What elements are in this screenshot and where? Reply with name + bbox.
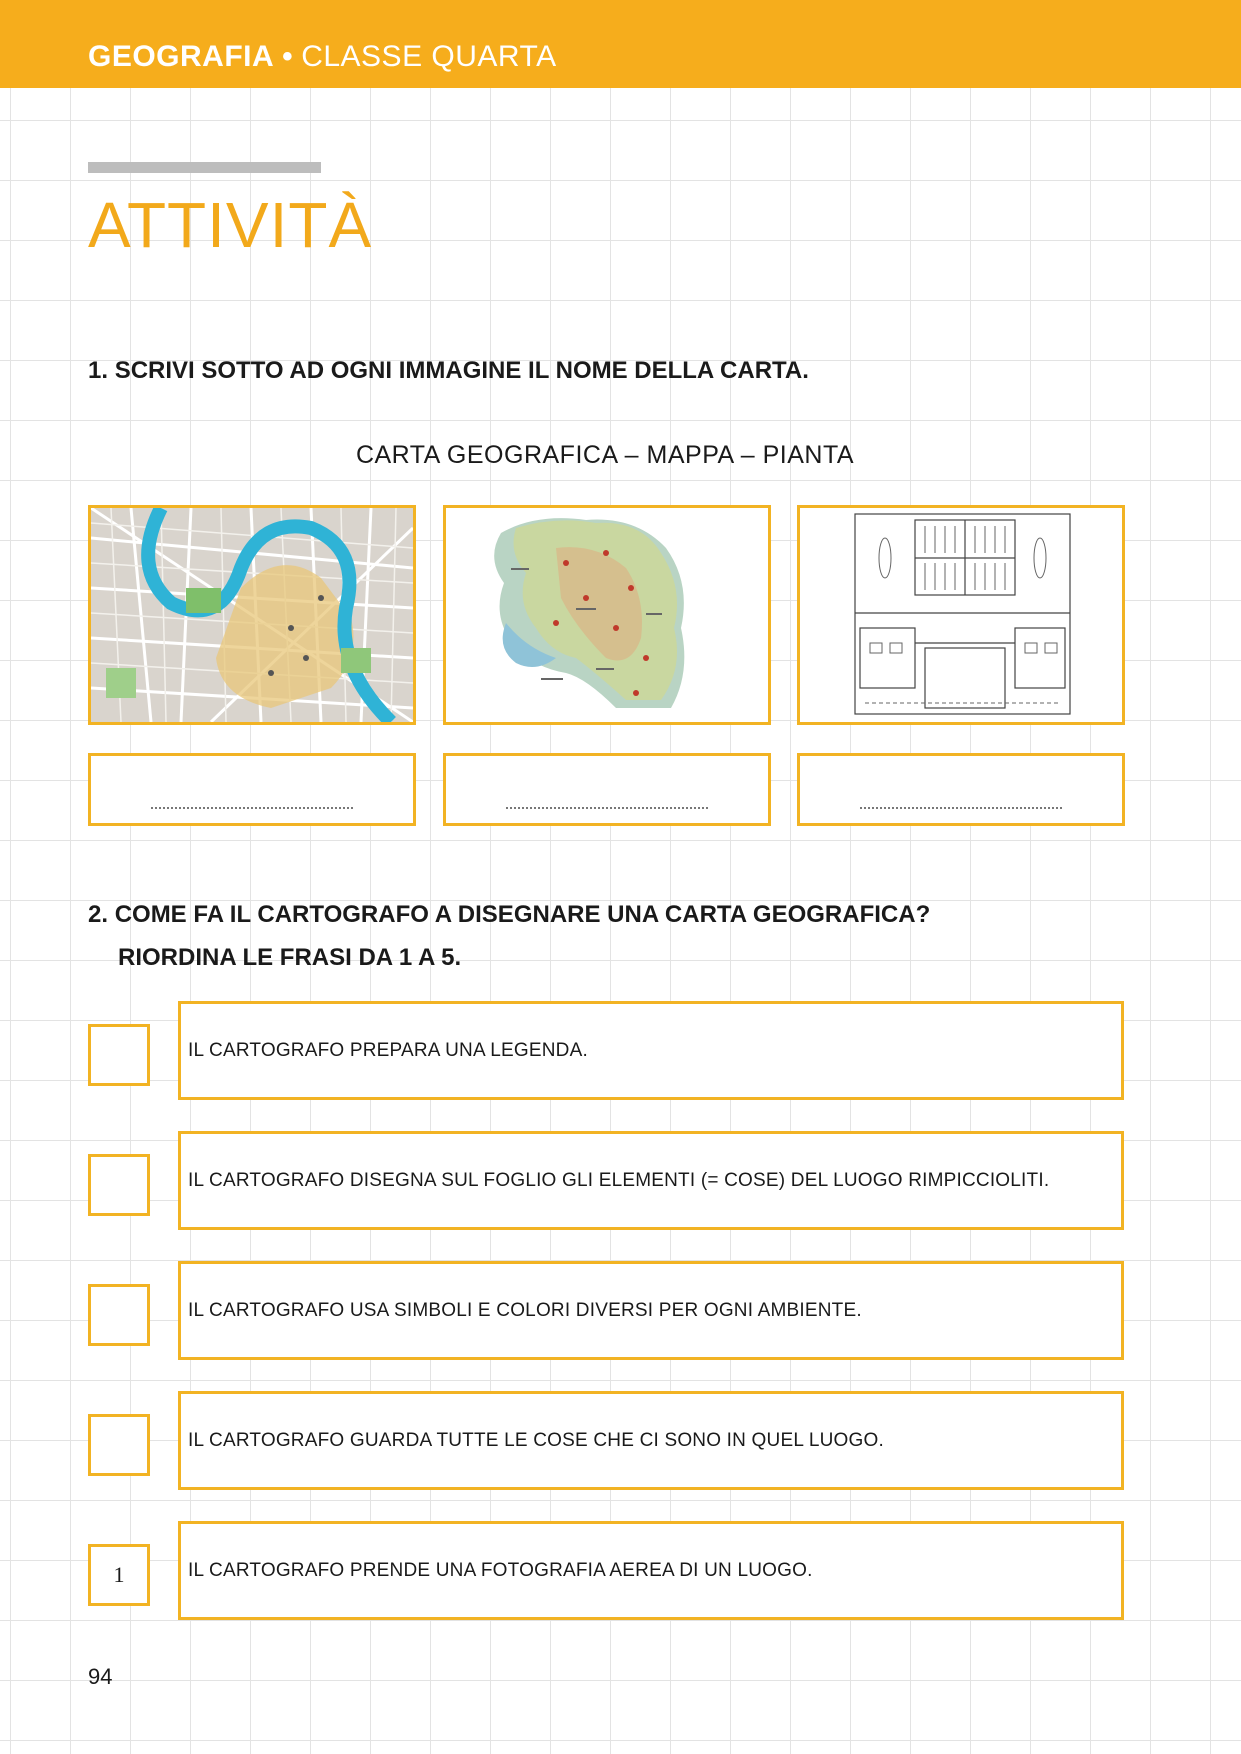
city-street-map-icon xyxy=(91,508,413,722)
header-subject: GEOGRAFIA xyxy=(88,40,275,73)
header-text xyxy=(88,40,557,74)
sentence-text-3: IL CARTOGRAFO USA SIMBOLI E COLORI DIVERSI PER OGNI AMBIENTE. xyxy=(188,1300,862,1321)
answer-box-3[interactable] xyxy=(797,753,1125,826)
answer-line-3 xyxy=(860,807,1062,809)
title-decoration-bar xyxy=(88,162,321,173)
question-2-number: 2. xyxy=(88,901,109,928)
sentence-box-2 xyxy=(178,1131,1124,1230)
header-class: CLASSE QUARTA xyxy=(301,40,557,73)
question-2-line-2: RIORDINA LE FRASI DA 1 A 5. xyxy=(118,944,462,971)
order-number-box-4[interactable] xyxy=(88,1414,150,1476)
sentence-text-5: IL CARTOGRAFO PRENDE UNA FOTOGRAFIA AEREA DI UN LUOGO. xyxy=(188,1560,813,1581)
header-separator: • xyxy=(282,40,294,73)
floor-plan-image xyxy=(797,505,1125,725)
regional-physical-map-icon xyxy=(446,508,768,722)
sentence-text-1: IL CARTOGRAFO PREPARA UNA LEGENDA. xyxy=(188,1040,588,1061)
city-map-image xyxy=(88,505,416,725)
sentence-text-4: IL CARTOGRAFO GUARDA TUTTE LE COSE CHE CI SONO IN QUEL LUOGO. xyxy=(188,1430,884,1451)
sentence-box-5 xyxy=(178,1521,1124,1620)
sentence-box-4 xyxy=(178,1391,1124,1490)
answer-line-2 xyxy=(506,807,708,809)
order-number-box-5[interactable]: 1 xyxy=(88,1544,150,1606)
answer-line-1 xyxy=(151,807,353,809)
page-title: ATTIVITÀ xyxy=(88,189,373,261)
answer-box-2[interactable] xyxy=(443,753,771,826)
geographic-map-image xyxy=(443,505,771,725)
building-floor-plan-icon xyxy=(800,508,1122,722)
order-number-box-3[interactable] xyxy=(88,1284,150,1346)
sentence-box-1 xyxy=(178,1001,1124,1100)
page-header xyxy=(0,0,1241,88)
question-2 xyxy=(88,893,930,979)
word-options: CARTA GEOGRAFICA – MAPPA – PIANTA xyxy=(355,441,855,469)
order-number-box-2[interactable] xyxy=(88,1154,150,1216)
page-number: 94 xyxy=(88,1664,113,1689)
answer-box-1[interactable] xyxy=(88,753,416,826)
question-1 xyxy=(88,357,809,385)
question-1-text: SCRIVI SOTTO AD OGNI IMMAGINE IL NOME DELLA CARTA. xyxy=(114,357,809,384)
sentence-box-3 xyxy=(178,1261,1124,1360)
order-number-box-1[interactable] xyxy=(88,1024,150,1086)
sentence-text-2: IL CARTOGRAFO DISEGNA SUL FOGLIO GLI ELEMENTI (= COSE) DEL LUOGO RIMPICCIOLITI. xyxy=(188,1170,1050,1191)
question-1-number: 1. xyxy=(88,357,109,384)
question-2-line-1: COME FA IL CARTOGRAFO A DISEGNARE UNA CARTA GEOGRAFICA? xyxy=(114,901,931,928)
